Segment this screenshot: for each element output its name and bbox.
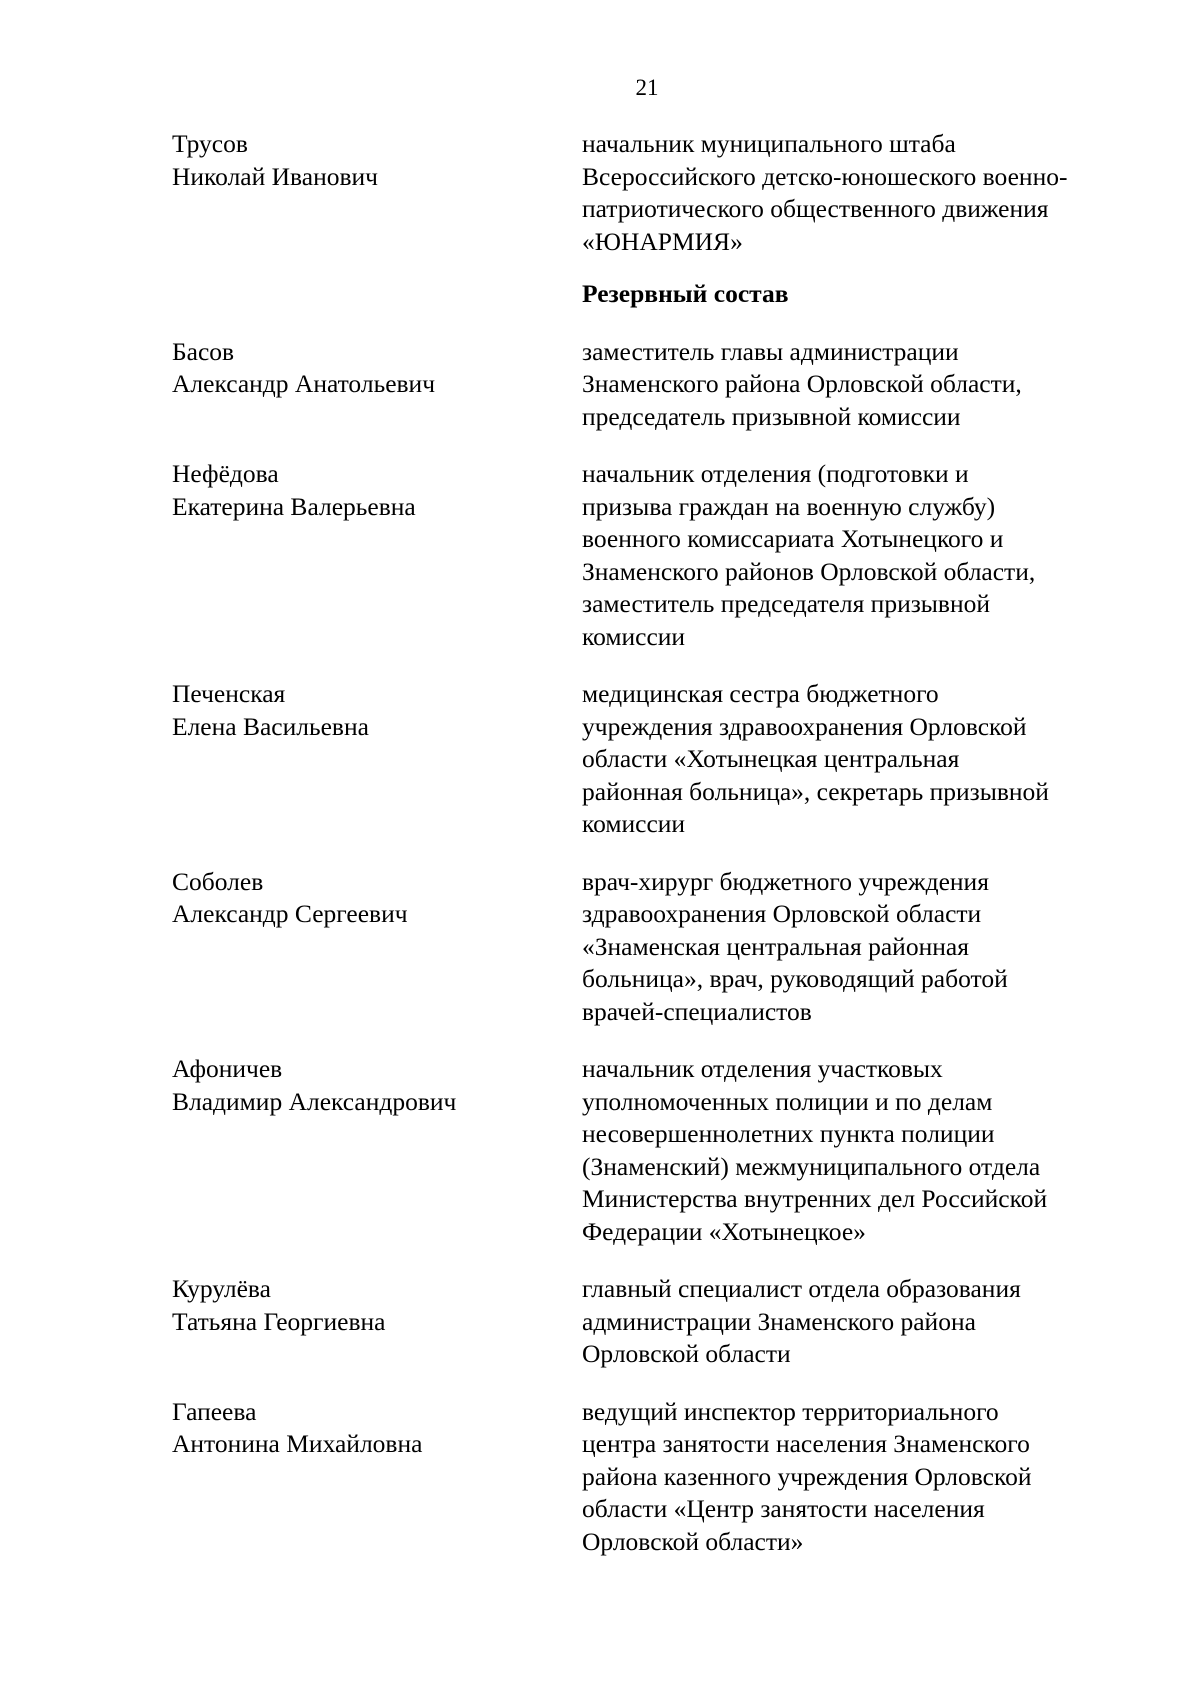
- section-heading: Резервный состав: [582, 279, 789, 308]
- position-line: комиссии: [582, 621, 686, 651]
- position-line: Орловской области»: [582, 1526, 804, 1556]
- position-line: учреждения здравоохранения Орловской: [582, 711, 1027, 741]
- member-position: [582, 678, 1142, 841]
- position-line: медицинская сестра бюджетного: [582, 679, 939, 708]
- reserve-list: [172, 336, 1152, 1559]
- member-entry: [172, 866, 1152, 1029]
- member-given-names: Антонина Михайловна: [172, 1429, 423, 1458]
- page-number-text: 21: [635, 75, 659, 100]
- position-line: области «Хотынецкая центральная: [582, 744, 960, 773]
- member-position: [582, 128, 1142, 258]
- position-line: комиссии: [582, 809, 686, 838]
- member-surname: Печенская: [172, 679, 286, 708]
- member-position: [582, 336, 1142, 434]
- position-line: (Знаменский) межмуниципального отдела: [582, 1151, 1041, 1181]
- member-name: [172, 458, 582, 523]
- member-name: [172, 1053, 582, 1118]
- member-name: [172, 678, 582, 743]
- position-line: района казенного учреждения Орловской: [582, 1461, 1032, 1491]
- position-line: председатель призывной комиссии: [582, 401, 961, 431]
- member-name: [172, 866, 582, 931]
- member-surname: Басов: [172, 336, 235, 366]
- member-given-names: Владимир Александрович: [172, 1086, 457, 1116]
- position-line: Федерации «Хотынецкое»: [582, 1216, 866, 1246]
- member-given-names: Николай Иванович: [172, 161, 378, 191]
- member-surname: Нефёдова: [172, 459, 279, 488]
- member-given-names: Александр Сергеевич: [172, 899, 408, 928]
- member-entry: [172, 128, 1152, 258]
- member-entry: [172, 1396, 1152, 1559]
- position-line: заместитель председателя призывной: [582, 589, 990, 618]
- position-line: области «Центр занятости населения: [582, 1494, 985, 1523]
- position-line: патриотического общественного движения: [582, 194, 1049, 223]
- position-line: Всероссийского детско-юношеского военно-: [582, 161, 1068, 191]
- position-line: несовершеннолетних пункта полиции: [582, 1119, 995, 1148]
- member-entry: [172, 678, 1152, 841]
- position-line: ведущий инспектор территориального: [582, 1396, 999, 1426]
- member-given-names: Екатерина Валерьевна: [172, 491, 416, 521]
- member-given-names: Елена Васильевна: [172, 711, 369, 741]
- member-surname: Афоничев: [172, 1054, 283, 1083]
- member-surname: Гапеева: [172, 1396, 257, 1426]
- member-name: [172, 336, 582, 401]
- position-line: Знаменского района Орловской области,: [582, 369, 1022, 398]
- member-position: [582, 1053, 1142, 1248]
- member-surname: Курулёва: [172, 1274, 271, 1303]
- member-position: [582, 1273, 1142, 1371]
- member-list: [172, 128, 1152, 1583]
- member-name: [172, 128, 582, 193]
- member-given-names: Татьяна Георгиевна: [172, 1306, 386, 1336]
- position-line: «ЮНАРМИЯ»: [582, 226, 743, 256]
- member-entry: [172, 336, 1152, 434]
- position-line: здравоохранения Орловской области: [582, 899, 982, 928]
- member-given-names: Александр Анатольевич: [172, 369, 436, 398]
- position-line: больница», врач, руководящий работой: [582, 964, 1008, 993]
- member-entry: [172, 1273, 1152, 1371]
- position-line: врач-хирург бюджетного учреждения: [582, 866, 989, 896]
- position-line: «Знаменская центральная районная: [582, 931, 969, 961]
- member-entry: [172, 458, 1152, 653]
- member-position: [582, 1396, 1142, 1559]
- position-line: уполномоченных полиции и по делам: [582, 1086, 993, 1116]
- position-line: заместитель главы администрации: [582, 336, 959, 366]
- position-line: районная больница», секретарь призывной: [582, 776, 1049, 806]
- position-line: Орловской области: [582, 1339, 791, 1368]
- member-name: [172, 1273, 582, 1338]
- position-line: центра занятости населения Знаменского: [582, 1429, 1030, 1458]
- position-line: начальник отделения (подготовки и: [582, 459, 969, 488]
- member-surname: Соболев: [172, 866, 264, 896]
- position-line: Министерства внутренних дел Российской: [582, 1184, 1048, 1213]
- member-entry: [172, 1053, 1152, 1248]
- position-line: администрации Знаменского района: [582, 1306, 976, 1336]
- member-position: [582, 458, 1142, 653]
- position-line: Знаменского районов Орловской области,: [582, 556, 1036, 586]
- page-number: [0, 72, 1200, 104]
- position-line: призыва граждан на военную службу): [582, 491, 996, 521]
- position-line: начальник отделения участковых: [582, 1054, 943, 1083]
- member-position: [582, 866, 1142, 1029]
- position-line: врачей-специалистов: [582, 996, 812, 1026]
- position-line: военного комиссариата Хотынецкого и: [582, 524, 1004, 553]
- position-line: главный специалист отдела образования: [582, 1274, 1021, 1303]
- position-line: начальник муниципального штаба: [582, 129, 956, 158]
- member-surname: Трусов: [172, 129, 248, 158]
- member-name: [172, 1396, 582, 1461]
